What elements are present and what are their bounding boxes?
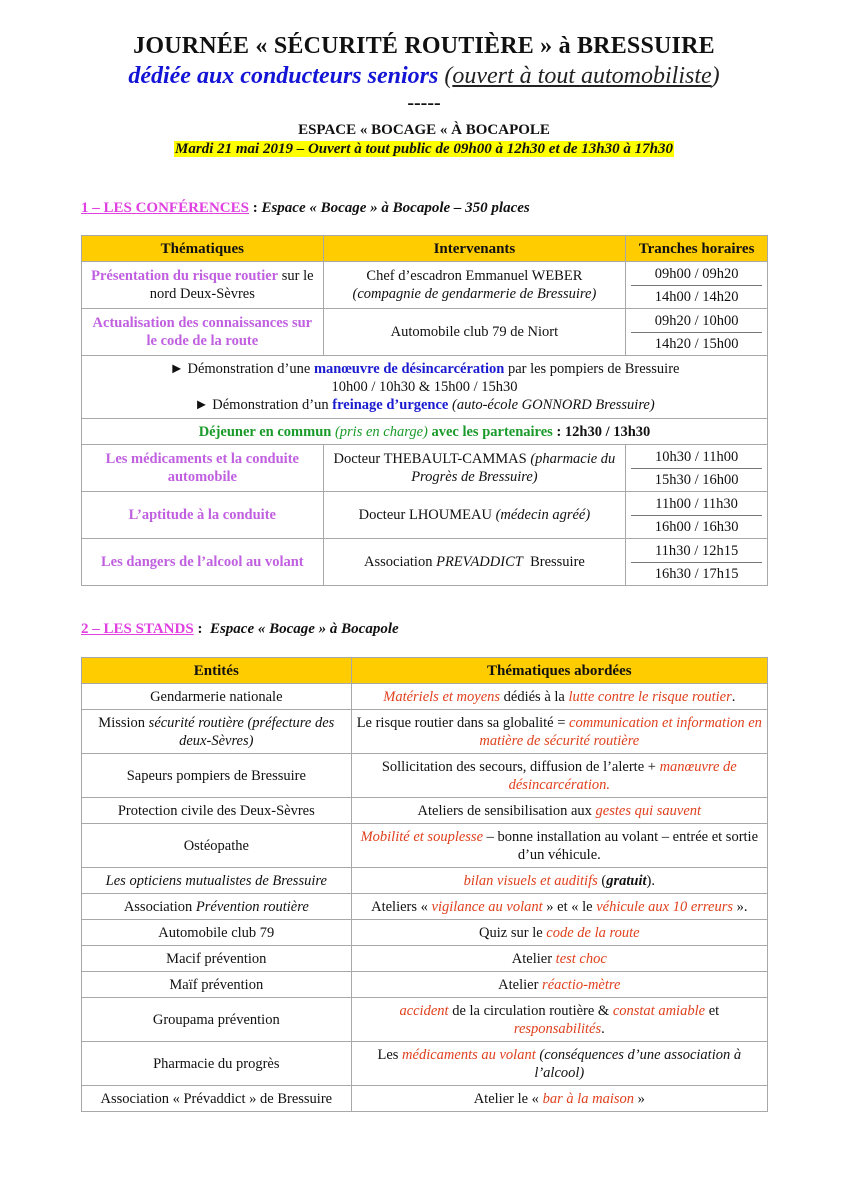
entity-cell: [82, 894, 352, 920]
topic-cell: [351, 798, 767, 824]
speaker-org: (pharmacie du Progrès de Bressuire): [411, 451, 616, 485]
time-slot: 14h00 / 14h20: [631, 285, 762, 308]
speaker-org: (médecin agréé): [495, 507, 591, 523]
speaker-cell: [323, 262, 626, 309]
time-slot: 14h20 / 15h00: [631, 332, 762, 355]
entity-cell: [82, 824, 352, 868]
lunch-text: Déjeuner en commun: [198, 423, 335, 440]
cell-text: .: [731, 688, 736, 705]
speaker-name: Chef d’escadron Emmanuel WEBER: [366, 268, 583, 284]
entity-cell: [82, 1086, 352, 1112]
theme-cell: [82, 445, 324, 492]
lunch-cell: [82, 419, 768, 445]
table-row: [82, 492, 768, 539]
table-row: [82, 445, 768, 492]
cell-text: Protection civile des Deux-Sèvres: [117, 802, 315, 819]
cell-text: Automobile club 79: [158, 924, 275, 941]
table-row: [82, 262, 768, 309]
topic-cell: [351, 920, 767, 946]
cell-text: Association « Prévaddict » de Bressuire: [100, 1090, 333, 1107]
speaker-cell: [323, 445, 626, 492]
page-subtitle: [0, 63, 848, 90]
entity-cell: [82, 946, 352, 972]
cell-text: Les opticiens mutualistes de Bressuire: [105, 872, 327, 889]
cell-text: Maïf prévention: [169, 976, 264, 993]
stands-heading-desc: Espace « Bocage » à Bocapole: [209, 621, 399, 637]
venue-line: ESPACE « BOCAGE « À BOCAPOLE: [298, 122, 550, 138]
theme-bold: L’aptitude à la conduite: [128, 507, 276, 523]
demo-cell: [82, 356, 768, 419]
time-slot: 11h30 / 12h15: [654, 542, 739, 559]
entity-cell: [82, 798, 352, 824]
highlighted-text: manœuvre de désincarcération.: [508, 758, 737, 793]
page-title: JOURNÉE « SÉCURITÉ ROUTIÈRE » à BRESSUIRE: [133, 33, 715, 59]
table-row: [82, 1086, 768, 1112]
demo-line-3: [86, 396, 763, 414]
entity-cell: [82, 684, 352, 710]
cell-text: de la circulation routière &: [448, 1002, 613, 1019]
subtitle-paren-open: (: [438, 63, 453, 89]
cell-text: »: [634, 1090, 645, 1107]
lunch-time: : 12h30 / 13h30: [552, 423, 651, 440]
date-highlight: Mardi 21 mai 2019 – Ouvert à tout public de 09h00 à 12h30 et de 13h30 à 17h30: [175, 141, 673, 157]
time-slot: 16h30 / 17h15: [631, 562, 762, 585]
cell-text: Atelier: [498, 976, 543, 993]
highlighted-text: test choc: [555, 950, 607, 967]
topic-cell: [351, 894, 767, 920]
demo-row: [82, 356, 768, 419]
table-row: [82, 998, 768, 1042]
stands-heading: [81, 621, 399, 638]
cell-text: Association: [123, 898, 196, 915]
speaker-cell: Automobile club 79 de Niort: [323, 309, 626, 356]
time-slot: 15h30 / 16h00: [631, 468, 762, 491]
title-separator: -----: [407, 92, 441, 114]
highlighted-text: code de la route: [546, 924, 640, 941]
highlighted-text: lutte contre le risque routier: [568, 688, 732, 705]
cell-text: » et « le: [542, 898, 597, 915]
cell-text: Pharmacie du progrès: [153, 1055, 280, 1072]
topic-cell: [351, 1086, 767, 1112]
topic-cell: [351, 1042, 767, 1086]
table-row: [82, 868, 768, 894]
entity-cell: [82, 972, 352, 998]
highlighted-text: Matériels et moyens: [383, 688, 501, 705]
topic-cell: [351, 868, 767, 894]
heading-separator: :: [248, 200, 262, 216]
lunch-text: avec les partenaires: [427, 423, 553, 440]
cell-text: Mission: [98, 714, 149, 731]
table-row: [82, 946, 768, 972]
cell-text: – bonne installation au volant – entrée et sortie d’un véhicule.: [483, 828, 759, 863]
speaker-name: Docteur LHOUMEAU: [358, 507, 496, 523]
topic-cell: [351, 684, 767, 710]
cell-text: Macif prévention: [166, 950, 267, 967]
demo-text: ► Démonstration d’une: [169, 361, 314, 377]
cell-text: Atelier: [511, 950, 556, 967]
col-header-thematiques-abordees: Thématiques abordées: [351, 658, 767, 684]
cell-text: ».: [733, 898, 748, 915]
cell-text: Atelier le «: [473, 1090, 543, 1107]
table-row: [82, 1042, 768, 1086]
table-row: [82, 309, 768, 356]
table-header-row: [82, 658, 768, 684]
col-header-thematiques: Thématiques: [82, 236, 324, 262]
speaker-org: (compagnie de gendarmerie de Bressuire): [352, 286, 597, 302]
cell-text: (: [597, 872, 607, 889]
topic-cell: [351, 972, 767, 998]
demo-highlight: freinage d’urgence: [332, 397, 449, 413]
table-row: [82, 684, 768, 710]
cell-text: gratuit: [606, 872, 647, 889]
highlighted-text: Mobilité et souplesse: [360, 828, 483, 845]
conferences-heading: [81, 200, 530, 217]
stands-table-body: [82, 684, 768, 1112]
time-slot: 09h00 / 09h20: [654, 265, 739, 282]
topic-cell: [351, 754, 767, 798]
highlighted-text: vigilance au volant: [431, 898, 543, 915]
table-header-row: [82, 236, 768, 262]
topic-cell: [351, 946, 767, 972]
cell-text: Sapeurs pompiers de Bressuire: [126, 767, 306, 784]
cell-text: dédiés à la: [500, 688, 569, 705]
cell-text: et: [705, 1002, 720, 1019]
subtitle-main: dédiée aux conducteurs seniors: [128, 63, 439, 89]
stands-table: [81, 657, 768, 1112]
entity-cell: [82, 998, 352, 1042]
table-row: [82, 894, 768, 920]
entity-cell: [82, 710, 352, 754]
times-cell: [626, 309, 768, 356]
cell-text: Gendarmerie nationale: [150, 688, 283, 705]
conferences-table: [81, 235, 768, 586]
speaker-org: PREVADDICT: [436, 554, 523, 570]
table-row: [82, 824, 768, 868]
stands-heading-num: 2 – LES STANDS: [81, 621, 194, 637]
cell-text: .: [601, 1020, 605, 1037]
cell-text: Ateliers «: [371, 898, 432, 915]
topic-cell: [351, 824, 767, 868]
entity-cell: [82, 1042, 352, 1086]
lunch-note: (pris en charge): [334, 423, 428, 440]
col-header-intervenants: Intervenants: [323, 236, 626, 262]
date-line: [0, 141, 848, 158]
speaker-name: Docteur THEBAULT-CAMMAS: [333, 451, 531, 467]
highlighted-text: accident: [399, 1002, 449, 1019]
theme-cell: [82, 309, 324, 356]
times-cell: [626, 262, 768, 309]
highlighted-text: bilan visuels et auditifs: [463, 872, 598, 889]
cell-text: Groupama prévention: [152, 1011, 280, 1028]
highlighted-text: bar à la maison: [542, 1090, 635, 1107]
time-slot: 16h00 / 16h30: [631, 515, 762, 538]
conferences-heading-desc: Espace « Bocage » à Bocapole – 350 places: [261, 200, 530, 216]
time-slot: 11h00 / 11h30: [655, 495, 738, 512]
table-row: [82, 710, 768, 754]
speaker-city: Bressuire: [522, 554, 585, 570]
demo-line-1: [86, 360, 763, 378]
theme-cell: [82, 262, 324, 309]
speaker-cell: [323, 492, 626, 539]
cell-text: (conséquences d’une association à l’alcool): [534, 1046, 742, 1081]
lunch-row: [82, 419, 768, 445]
table-row: [82, 920, 768, 946]
demo-text: par les pompiers de Bressuire: [504, 361, 680, 377]
demo-text: (auto-école GONNORD Bressuire): [448, 397, 655, 413]
highlighted-text: constat amiable: [612, 1002, 706, 1019]
table-row: [82, 972, 768, 998]
highlighted-text: réactio-mètre: [542, 976, 621, 993]
subtitle-paren-close: ): [711, 63, 720, 89]
entity-cell: [82, 920, 352, 946]
entity-cell: [82, 868, 352, 894]
highlighted-text: gestes qui sauvent: [595, 802, 702, 819]
cell-text: Le risque routier dans sa globalité =: [356, 714, 570, 731]
theme-cell: [82, 539, 324, 586]
col-header-entites: Entités: [82, 658, 352, 684]
theme-bold: Les médicaments et la conduite automobile: [105, 451, 299, 485]
times-cell: [626, 445, 768, 492]
table-row: [82, 754, 768, 798]
conferences-heading-num: 1 – LES CONFÉRENCES: [81, 200, 249, 216]
speaker-cell: [323, 539, 626, 586]
cell-text: Quiz sur le: [479, 924, 547, 941]
highlighted-text: véhicule aux 10 erreurs: [596, 898, 733, 915]
entity-cell: [82, 754, 352, 798]
cell-text: Sollicitation des secours, diffusion de l’alerte +: [381, 758, 660, 775]
topic-cell: [351, 998, 767, 1042]
cell-text: sécurité routière (préfecture des deux-Sèvres): [148, 714, 335, 749]
times-cell: [626, 492, 768, 539]
demo-highlight: manœuvre de désincarcération: [313, 361, 505, 377]
theme-cell: [82, 492, 324, 539]
cell-text: Ostéopathe: [183, 837, 249, 854]
table-row: [82, 539, 768, 586]
topic-cell: [351, 710, 767, 754]
cell-text: ).: [646, 872, 655, 889]
subtitle-paren-text: ouvert à tout automobiliste: [452, 63, 712, 89]
cell-text: Prévention routière: [195, 898, 309, 915]
highlighted-text: communication et information en matière de sécurité routière: [479, 714, 762, 749]
highlighted-text: responsabilités: [513, 1020, 602, 1037]
demo-text: ► Démonstration d’un: [194, 397, 333, 413]
theme-rest: sur le nord Deux-Sèvres: [149, 268, 314, 302]
cell-text: Ateliers de sensibilisation aux: [417, 802, 596, 819]
time-slot: 10h30 / 11h00: [654, 448, 739, 465]
cell-text: Les: [377, 1046, 403, 1063]
highlighted-text: médicaments au volant: [402, 1046, 536, 1063]
theme-bold: Actualisation des connaissances sur le code de la route: [92, 315, 313, 349]
table-row: [82, 798, 768, 824]
col-header-tranches: Tranches horaires: [626, 236, 768, 262]
theme-bold: Présentation du risque routier: [91, 268, 279, 284]
demo-line-2: 10h00 / 10h30 & 15h00 / 15h30: [331, 379, 518, 395]
speaker-name: Association: [364, 554, 437, 570]
heading-separator: :: [193, 621, 210, 637]
time-slot: 09h20 / 10h00: [654, 312, 739, 329]
times-cell: [626, 539, 768, 586]
theme-bold: Les dangers de l’alcool au volant: [101, 554, 304, 570]
